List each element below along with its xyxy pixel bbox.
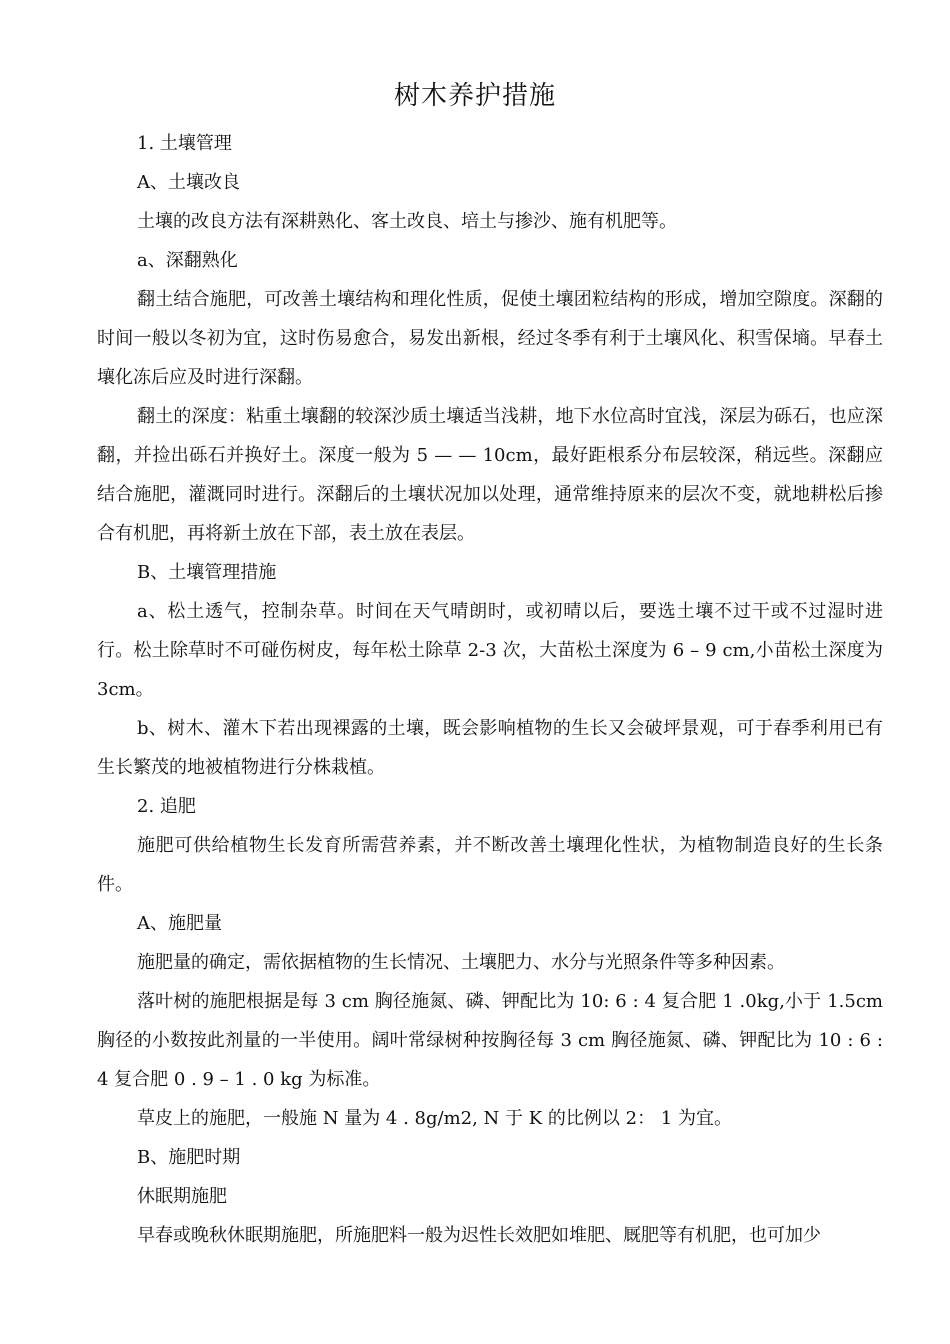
subsection-heading: B、土壤管理措施 xyxy=(137,562,277,583)
body-paragraph: 施肥可供给植物生长发育所需营养素，并不断改善土壤理化性状，为植物制造良好的生长条件。 xyxy=(97,835,883,895)
subsection-heading: A、土壤改良 xyxy=(137,172,240,193)
section-heading: 1. 土壤管理 xyxy=(137,133,232,154)
body-paragraph: b、树木、灌木下若出现裸露的土壤，既会影响植物的生长又会破坪景观，可于春季利用已有生长繁茂的地被植物进行分株栽植。 xyxy=(97,718,883,778)
document-body xyxy=(97,124,883,1255)
body-paragraph: 施肥量的确定，需依据植物的生长情况、土壤肥力、水分与光照条件等多种因素。 xyxy=(137,952,785,973)
subsection-heading: A、施肥量 xyxy=(137,913,222,934)
item-heading: 休眠期施肥 xyxy=(137,1186,227,1207)
item-heading: a、深翻熟化 xyxy=(137,250,238,271)
body-paragraph: 翻土的深度：粘重土壤翻的较深沙质土壤适当浅耕，地下水位高时宜浅，深层为砾石，也应深翻，并捡出砾石并换好土。深度一般为 5 — — 10cm，最好距根系分布层较深，稍远些。深翻应结合施肥，灌溉同时进行。深翻后的土壤状况加以处理，通常维持原来的层次不变，就地耕松后掺合有机肥，再将新土放在下部，表土放在表层。 xyxy=(97,406,883,544)
section-heading: 2. 追肥 xyxy=(137,796,196,817)
body-paragraph: 翻土结合施肥，可改善土壤结构和理化性质，促使土壤团粒结构的形成，增加空隙度。深翻的时间一般以冬初为宜，这时伤易愈合，易发出新根，经过冬季有利于土壤风化、积雪保墒。早春土壤化冻后应及时进行深翻。 xyxy=(97,289,883,388)
body-paragraph: a、松土透气，控制杂草。时间在天气晴朗时，或初晴以后，要选土壤不过干或不过湿时进行。松土除草时不可碰伤树皮，每年松土除草 2-3 次，大苗松土深度为 6 – 9 cm,小苗松土深度为 3cm。 xyxy=(97,601,883,700)
body-paragraph: 落叶树的施肥根据是每 3 cm 胸径施氮、磷、钾配比为 10: 6 : 4 复合肥 1 .0kg,小于 1.5cm 胸径的小数按此剂量的一半使用。阔叶常绿树种按胸径每 3 cm 胸径施氮、磷、钾配比为 10 : 6 : 4 复合肥 0 . 9 – 1 . 0 kg 为标准。 xyxy=(97,991,883,1090)
subsection-heading: B、施肥时期 xyxy=(137,1147,241,1168)
document-title: 树木养护措施 xyxy=(393,81,556,111)
body-paragraph: 土壤的改良方法有深耕熟化、客土改良、培土与掺沙、施有机肥等。 xyxy=(137,211,677,232)
body-paragraph: 早春或晚秋休眠期施肥，所施肥料一般为迟性长效肥如堆肥、厩肥等有机肥，也可加少 xyxy=(137,1225,821,1246)
body-paragraph: 草皮上的施肥，一般施 N 量为 4 . 8g/m2, N 于 K 的比例以 2： 1 为宜。 xyxy=(137,1108,732,1129)
